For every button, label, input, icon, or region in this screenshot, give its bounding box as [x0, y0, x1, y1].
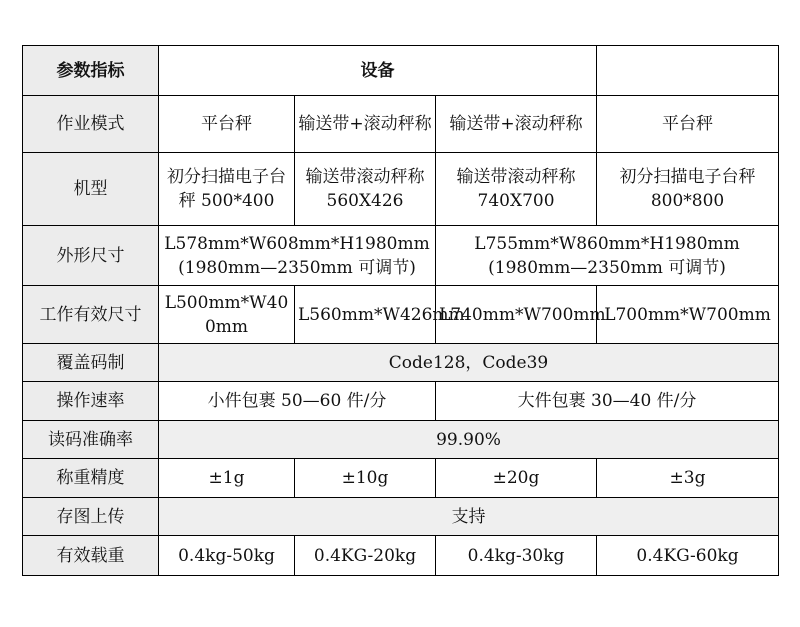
load-cell-4: 0.4KG-60kg	[597, 536, 779, 576]
outer-size-right-line2: (1980mm—2350mm 可调节)	[488, 257, 726, 278]
work-size-cell-3: L740mm*W700mm	[436, 286, 597, 344]
table-row-accuracy	[23, 421, 779, 459]
precision-cell-2: ±10g	[295, 459, 436, 498]
spec-table	[22, 45, 779, 576]
row-label-mode: 作业模式	[23, 96, 159, 153]
speed-small-cell: 小件包裹 50—60 件/分	[159, 382, 436, 421]
mode-cell-2: 输送带+滚动秤称	[295, 96, 436, 153]
table-row-load	[23, 536, 779, 576]
mode-cell-1: 平台秤	[159, 96, 295, 153]
table-row-mode	[23, 96, 779, 153]
empty-header-cell	[597, 46, 779, 96]
upload-cell: 支持	[159, 498, 779, 536]
device-header-cell: 设备	[159, 46, 597, 96]
work-size-cell-4: L700mm*W700mm	[597, 286, 779, 344]
table-row-model	[23, 153, 779, 226]
param-header-cell: 参数指标	[23, 46, 159, 96]
mode-cell-3: 输送带+滚动秤称	[436, 96, 597, 153]
outer-size-right-cell	[436, 226, 779, 286]
row-label-upload: 存图上传	[23, 498, 159, 536]
work-size-cell-2: L560mm*W426mm	[295, 286, 436, 344]
table-row-outer-size	[23, 226, 779, 286]
row-label-precision: 称重精度	[23, 459, 159, 498]
outer-size-left-line2: (1980mm—2350mm 可调节)	[178, 257, 416, 278]
row-label-work-size: 工作有效尺寸	[23, 286, 159, 344]
row-label-load: 有效载重	[23, 536, 159, 576]
work-size-value-1: L500mm*W400mm	[164, 292, 289, 337]
work-size-cell-1	[159, 286, 295, 344]
model-cell-4: 初分扫描电子台秤 800*800	[597, 153, 779, 226]
precision-cell-1: ±1g	[159, 459, 295, 498]
table-row-upload	[23, 498, 779, 536]
table-row-precision	[23, 459, 779, 498]
load-cell-2: 0.4KG-20kg	[295, 536, 436, 576]
codes-cell: Code128，Code39	[159, 344, 779, 382]
speed-large-cell: 大件包裹 30—40 件/分	[436, 382, 779, 421]
load-cell-1: 0.4kg-50kg	[159, 536, 295, 576]
accuracy-cell: 99.90%	[159, 421, 779, 459]
model-cell-3: 输送带滚动秤称 740X700	[436, 153, 597, 226]
model-cell-1: 初分扫描电子台秤 500*400	[159, 153, 295, 226]
table-row-header	[23, 46, 779, 96]
precision-cell-4: ±3g	[597, 459, 779, 498]
model-cell-2: 输送带滚动秤称 560X426	[295, 153, 436, 226]
row-label-speed: 操作速率	[23, 382, 159, 421]
outer-size-left-line1: L578mm*W608mm*H1980mm	[164, 233, 430, 254]
table-row-speed	[23, 382, 779, 421]
outer-size-right-line1: L755mm*W860mm*H1980mm	[474, 233, 740, 254]
row-label-model: 机型	[23, 153, 159, 226]
load-cell-3: 0.4kg-30kg	[436, 536, 597, 576]
mode-cell-4: 平台秤	[597, 96, 779, 153]
row-label-outer-size: 外形尺寸	[23, 226, 159, 286]
row-label-accuracy: 读码准确率	[23, 421, 159, 459]
table-row-codes	[23, 344, 779, 382]
table-row-work-size	[23, 286, 779, 344]
row-label-codes: 覆盖码制	[23, 344, 159, 382]
outer-size-left-cell	[159, 226, 436, 286]
precision-cell-3: ±20g	[436, 459, 597, 498]
